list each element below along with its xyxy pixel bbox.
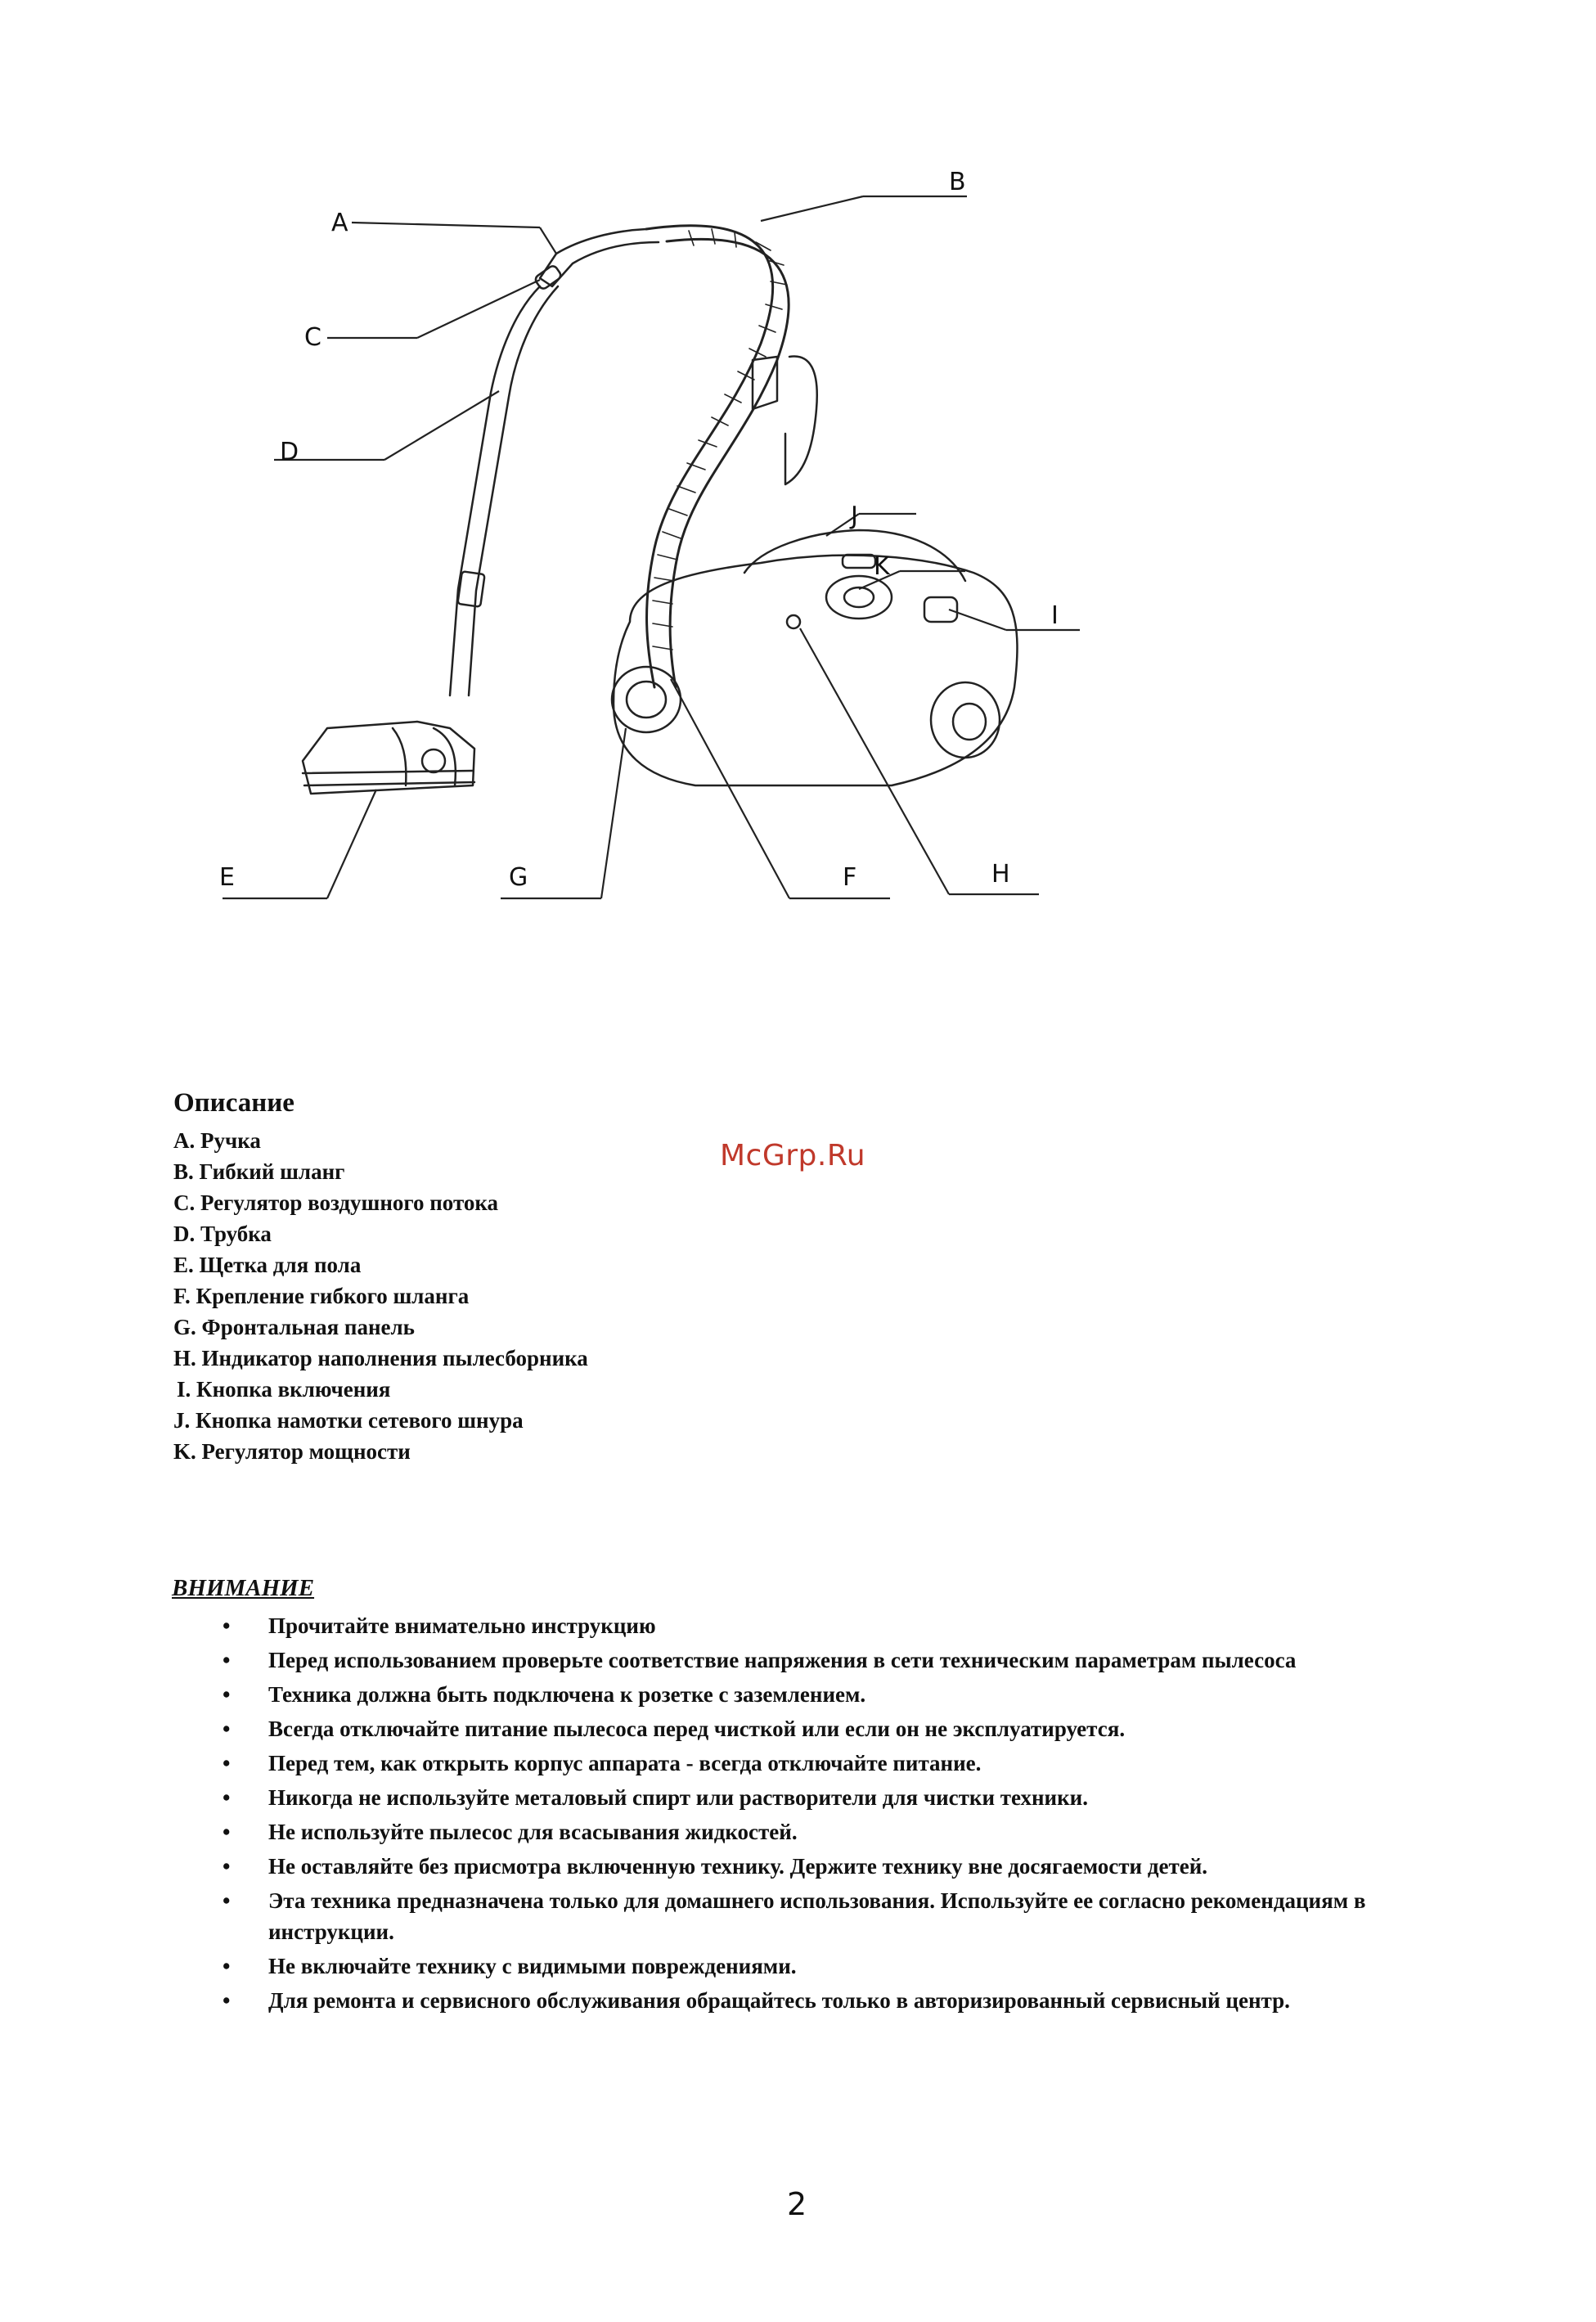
bullet: • [223,1954,231,1978]
warning-text: Никогда не используйте металовый спирт или растворители для чистки техники. [268,1785,1088,1810]
warning-title: ВНИМАНИЕ [172,1575,315,1601]
list-item [172,1748,1448,1779]
bullet: • [223,1717,231,1741]
warning-text: Прочитайте внимательно инструкцию [268,1613,656,1638]
bullet: • [223,1785,231,1810]
parts-list [173,1125,588,1467]
warning-text: Не оставляйте без присмотра включенную технику. Держите технику вне досягаемости детей. [268,1854,1208,1879]
description-section [173,1088,588,1467]
warning-text: Эта техника предназначена только для домашнего использования. Используйте ее согласно рекомендациям в инструкции. [268,1888,1366,1944]
list-item [172,1985,1448,2016]
warning-text: Техника должна быть подключена к розетке с заземлением. [268,1682,866,1707]
bullet: • [223,1888,231,1913]
list-item: C. Регулятор воздушного потока [173,1190,498,1215]
bullet: • [223,1682,231,1707]
list-item [172,1782,1448,1813]
list-item: I. Кнопка включения [177,1377,391,1402]
warning-list [172,1610,1448,2016]
list-item: H. Индикатор наполнения пылесборника [173,1346,588,1370]
list-item: G. Фронтальная панель [173,1315,415,1339]
callout-e: E [219,863,235,892]
list-item: J. Кнопка намотки сетевого шнура [173,1408,524,1433]
power-button [924,597,957,622]
tube-outline [450,286,540,695]
callout-j: J [851,502,858,530]
hose-outline [646,226,773,687]
callout-f: F [843,863,857,892]
bullet: • [223,1613,231,1638]
list-item: E. Щетка для пола [173,1253,362,1277]
callout-d: D [280,438,299,466]
warning-text: Не используйте пылесос для всасывания жидкостей. [268,1820,798,1844]
list-item [172,1610,1448,1641]
dust-bag-indicator [787,615,800,628]
hose-hook [753,357,777,409]
warning-section [172,1575,1448,2019]
list-item [172,1645,1448,1676]
bullet: • [223,1854,231,1879]
callout-a: A [331,209,348,237]
list-item [172,1679,1448,1710]
callout-g: G [509,863,528,892]
watermark: McGrp.Ru [720,1139,866,1172]
description-title: Описание [173,1088,294,1118]
list-item: F. Крепление гибкого шланга [173,1284,470,1308]
power-regulator-dial [826,576,892,619]
warning-text: Не включайте технику с видимыми повреждениями. [268,1954,797,1978]
bullet: • [223,1820,231,1844]
callout-k: K [874,552,890,581]
hose-socket [612,667,681,732]
bullet: • [223,1751,231,1775]
warning-text: Для ремонта и сервисного обслуживания обращайтесь только в авторизированный сервисный центр. [268,1988,1290,2013]
list-item [172,1885,1448,1947]
vacuum-diagram-svg [188,164,1088,949]
vacuum-cleaner-diagram [188,164,1088,949]
list-item [172,1816,1448,1847]
list-item [172,1851,1448,1882]
rear-wheel [931,682,1000,758]
list-item: D. Трубка [173,1222,272,1246]
list-item [172,1951,1448,1982]
bullet: • [223,1988,231,2013]
list-item: K. Регулятор мощности [173,1439,411,1464]
tube-outline-inner [469,286,558,695]
bullet: • [223,1648,231,1672]
callout-c: C [304,323,321,352]
handle-outline [540,229,659,286]
warning-text: Перед использованием проверьте соответствие напряжения в сети техническим параметрам пылесоса [268,1648,1297,1672]
warning-text: Всегда отключайте питание пылесоса перед чисткой или если он не эксплуатируется. [268,1717,1126,1741]
callout-h: H [991,860,1010,889]
list-item: B. Гибкий шланг [173,1159,345,1184]
callout-b: B [949,168,966,196]
warning-text: Перед тем, как открыть корпус аппарата - всегда отключайте питание. [268,1751,982,1775]
list-item: A. Ручка [173,1128,261,1153]
callout-i: I [1051,601,1059,630]
page-number: 2 [787,2186,807,2222]
list-item [172,1713,1448,1744]
